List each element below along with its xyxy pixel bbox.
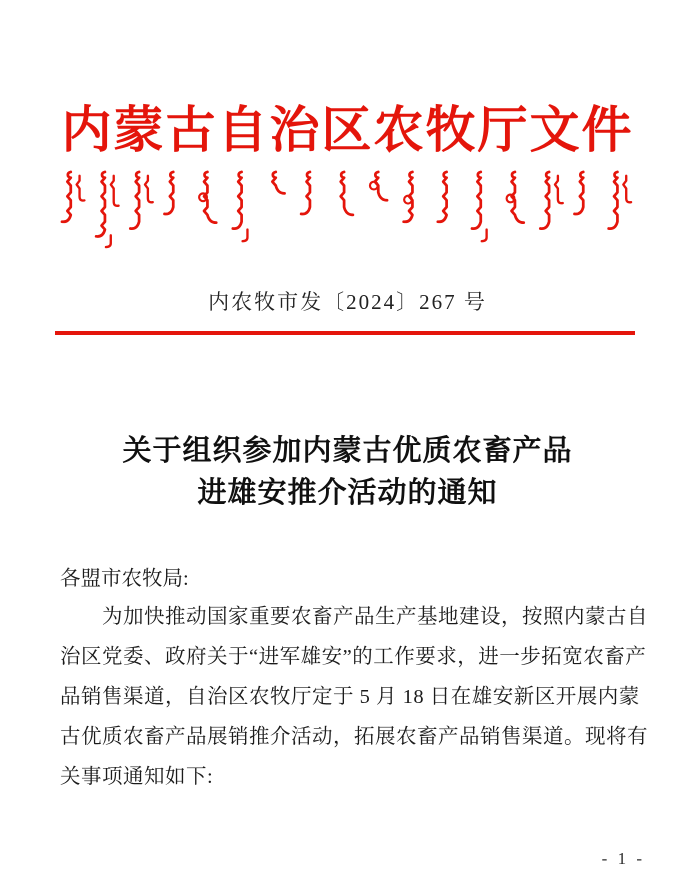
paragraph-line: 古优质农畜产品展销推介活动，拓展农畜产品销售渠道。现将有 [60, 726, 648, 748]
document-title-line2: 进雄安推介活动的通知 [197, 477, 498, 509]
page-number: - 1 - [601, 849, 645, 868]
salutation: 各盟市农牧局: [60, 568, 189, 590]
document-title-line1: 关于组织参加内蒙古优质农畜产品 [122, 435, 573, 467]
paragraph-line: 品销售渠道，自治区农牧厅定于 5 月 18 日在雄安新区开展内蒙 [60, 686, 640, 708]
document-number: 内农牧市发〔2024〕267 号 [208, 290, 487, 314]
paragraph-line: 为加快推动国家重要农畜产品生产基地建设，按照内蒙古自 [60, 606, 648, 628]
agency-title: 内蒙古自治区农牧厅文件 [61, 102, 634, 158]
body-paragraph [60, 597, 648, 797]
mongolian-script-glyphs [48, 168, 648, 250]
mongolian-script-banner [48, 168, 648, 250]
red-divider-line [55, 331, 635, 335]
paragraph-line: 治区党委、政府关于“进军雄安”的工作要求，进一步拓宽农畜产 [60, 646, 647, 668]
document-title [0, 430, 695, 514]
paragraph-line: 关事项通知如下: [60, 766, 214, 788]
